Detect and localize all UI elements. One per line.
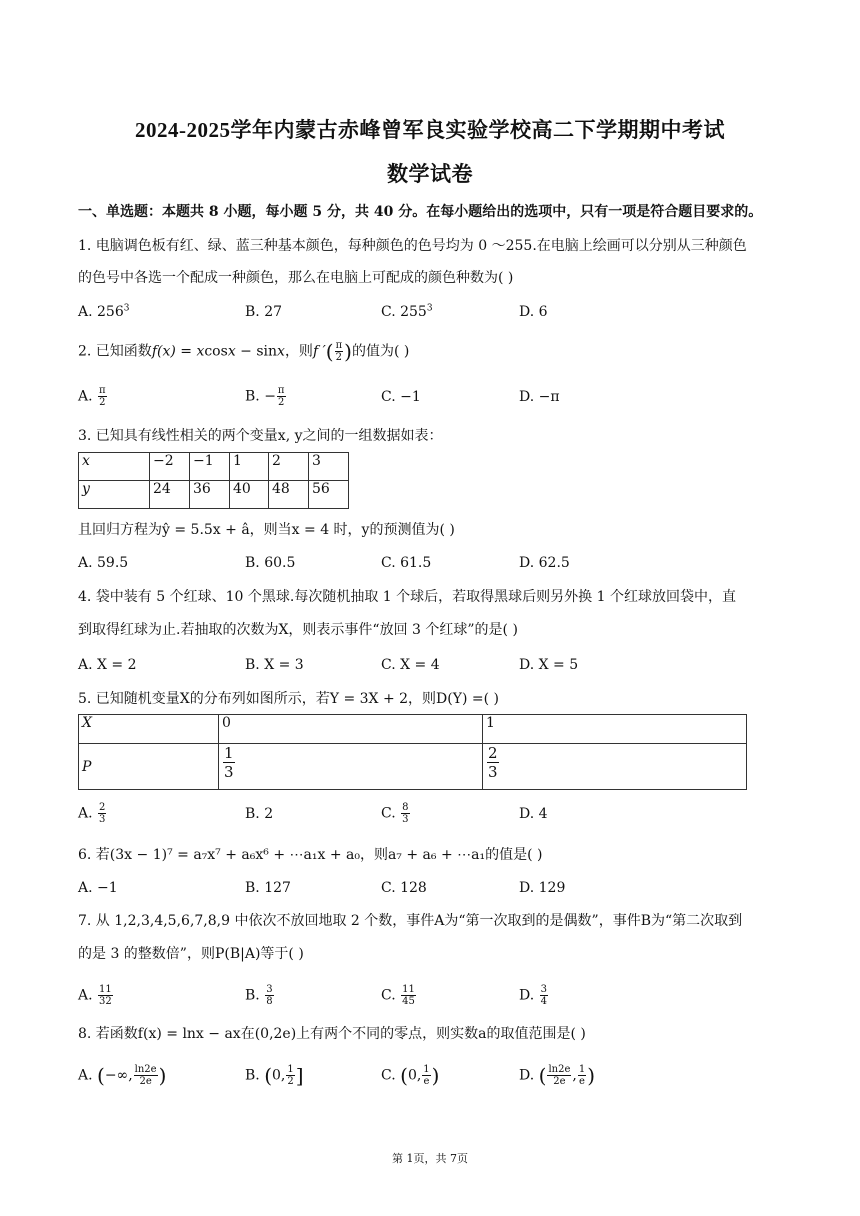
q4-option-c: C. X = 4	[381, 657, 440, 673]
q5-row-x	[79, 715, 747, 744]
q6-option-c: C. 128	[381, 880, 427, 896]
table-cell: 40	[230, 481, 269, 509]
q7-option-c: C. $\frac{11}{45}$	[381, 984, 415, 1007]
q3-text: 3. 已知具有线性相关的两个变量x, y之间的一组数据如表：	[78, 428, 443, 444]
q1-option-c: C. $255^3$	[381, 303, 433, 320]
table-cell: 3	[309, 453, 349, 481]
q3-row-x	[79, 453, 349, 481]
table-cell: 1	[230, 453, 269, 481]
q5-distribution-table	[78, 714, 747, 790]
table-cell: 0	[219, 715, 483, 744]
section-heading: 一、单选题：本题共 8 小题，每小题 5 分，共 40 分。在每小题给出的选项中，只有一项是符合题目要求的。	[78, 204, 763, 220]
q7-option-d: D. $\frac{3}{4}$	[519, 984, 548, 1007]
q2-option-d: D. −π	[519, 389, 560, 405]
table-cell: 1	[483, 715, 747, 744]
q5-row-p	[79, 744, 747, 790]
q8-option-a: A. (−∞, $\frac{\ln 2e}{2e}$ )	[78, 1063, 167, 1088]
q4-option-d: D. X = 5	[519, 657, 579, 673]
table-cell: 48	[269, 481, 309, 509]
q7-text-line2: 的是 3 的整数倍”，则P(B|A)等于( )	[78, 946, 304, 962]
q5-text: 5. 已知随机变量X的分布列如图所示，若Y = 3X + 2，则D(Y) =( )	[78, 691, 500, 707]
q1-text-line2: 的色号中各选一个配成一种颜色，那么在电脑上可配成的颜色种数为( )	[78, 270, 514, 286]
exam-title: 2024-2025学年内蒙古赤峰曾军良实验学校高二下学期期中考试	[135, 118, 725, 142]
q8-option-c: C. (0, $\frac{1}{e}$ )	[381, 1063, 440, 1088]
q3-option-c: C. 61.5	[381, 555, 432, 571]
q8-option-b: B. (0, $\frac{1}{2}$ ]	[245, 1063, 304, 1088]
q3-data-table	[78, 452, 349, 509]
table-cell: $\frac{2}{3}$	[483, 744, 747, 790]
table-cell: X	[79, 715, 219, 744]
q2-option-c: C. −1	[381, 389, 421, 405]
q1-option-b: B. 27	[245, 304, 283, 320]
table-cell: −2	[150, 453, 190, 481]
table-cell: 56	[309, 481, 349, 509]
q1-option-d: D. 6	[519, 304, 548, 320]
q6-option-d: D. 129	[519, 880, 566, 896]
q3-row-y	[79, 481, 349, 509]
q5-option-b: B. 2	[245, 806, 274, 822]
q5-option-a: A. $\frac{2}{3}$	[78, 802, 106, 825]
table-cell: −1	[190, 453, 230, 481]
q6-option-a: A. −1	[78, 880, 118, 896]
table-cell: 2	[269, 453, 309, 481]
table-cell: y	[79, 481, 150, 509]
q2-text: 2. 已知函数f(x) = xcosx − sinx，则f ′( $\frac{\pi}{2}$ )的值为( )	[78, 339, 410, 364]
q4-option-b: B. X = 3	[245, 657, 304, 673]
exam-subtitle: 数学试卷	[387, 162, 473, 186]
table-cell: 24	[150, 481, 190, 509]
q7-option-a: A. $\frac{11}{32}$	[78, 984, 112, 1007]
table-cell: $\frac{1}{3}$	[219, 744, 483, 790]
table-cell: P	[79, 744, 219, 790]
page-footer: 第 1页，共 7页	[392, 1152, 468, 1165]
q6-text: 6. 若(3x − 1)⁷ = a₇x⁷ + a₆x⁶ + ⋯a₁x + a₀，则a₇ + a₆ + ⋯a₁的值是( )	[78, 847, 543, 863]
q4-option-a: A. X = 2	[78, 657, 137, 673]
q2-option-b: B. − $\frac{\pi}{2}$	[245, 385, 285, 408]
q6-option-b: B. 127	[245, 880, 291, 896]
q5-option-d: D. 4	[519, 806, 548, 822]
table-cell: 36	[190, 481, 230, 509]
q3-regression-text: 且回归方程为ŷ = 5.5x + â，则当x = 4 时，y的预测值为( )	[78, 522, 455, 538]
q7-option-b: B. $\frac{3}{8}$	[245, 984, 273, 1007]
q4-text-line2: 到取得红球为止.若抽取的次数为X，则表示事件“放回 3 个红球”的是( )	[78, 622, 518, 638]
q3-option-d: D. 62.5	[519, 555, 570, 571]
q2-option-a: A. $\frac{\pi}{2}$	[78, 385, 106, 408]
q1-text-line1: 1. 电脑调色板有红、绿、蓝三种基本颜色，每种颜色的色号均为 0 ～255.在电脑上绘画可以分别从三种颜色	[78, 238, 747, 254]
q4-text-line1: 4. 袋中装有 5 个红球、10 个黑球.每次随机抽取 1 个球后，若取得黑球后则另外换 1 个红球放回袋中，直	[78, 589, 736, 605]
q1-option-a: A. $256^3$	[78, 303, 130, 320]
q8-option-d: D. ( $\frac{\ln 2e}{2e}$ , $\frac{1}{e}$ )	[519, 1063, 596, 1088]
q3-option-b: B. 60.5	[245, 555, 296, 571]
q5-option-c: C. $\frac{8}{3}$	[381, 802, 409, 825]
q3-option-a: A. 59.5	[78, 555, 129, 571]
q8-text: 8. 若函数f(x) = lnx − ax在(0,2e)上有两个不同的零点，则实数a的取值范围是( )	[78, 1026, 586, 1042]
q7-text-line1: 7. 从 1,2,3,4,5,6,7,8,9 中依次不放回地取 2 个数，事件A为“第一次取到的是偶数”，事件B为“第二次取到	[78, 913, 743, 929]
table-cell: x	[79, 453, 150, 481]
